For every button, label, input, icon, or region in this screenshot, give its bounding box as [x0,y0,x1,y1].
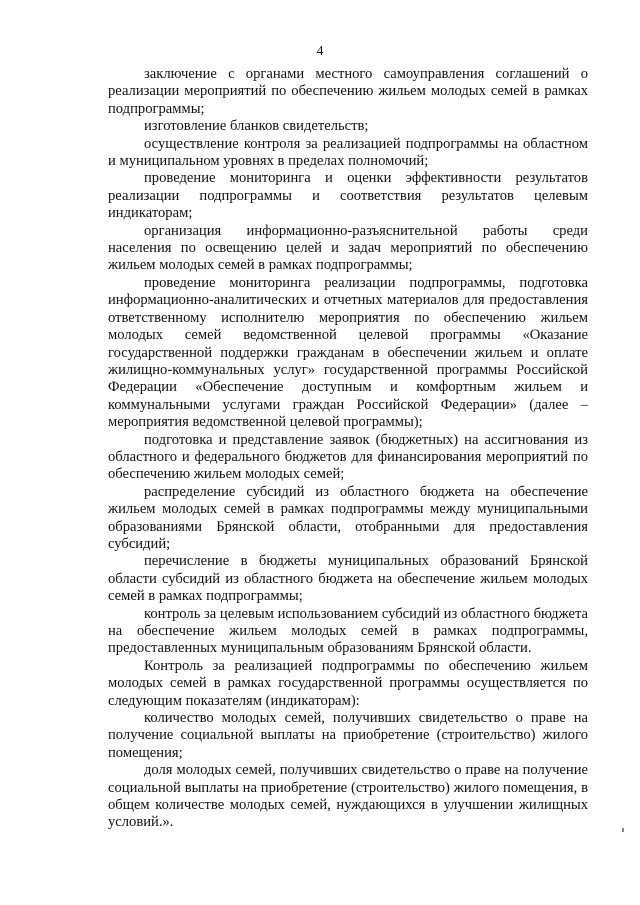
paragraph: заключение с органами местного самоуправления соглашений о реализации мероприятий по обеспечению жильем молодых семей в рамках подпрограммы; [108,66,588,117]
document-body [108,66,588,832]
paragraph: подготовка и представление заявок (бюджетных) на ассигнования из областного и федерального бюджетов для финансирования мероприятий по обеспечению жильем молодых семей; [108,431,588,483]
paragraph: Контроль за реализацией подпрограммы по обеспечению жильем молодых семей в рамках государственной программы осуществляется по следующим показателям (индикаторам): [108,657,588,709]
paragraph: проведение мониторинга реализации подпрограммы, подготовка информационно-аналитических и отчетных материалов для предоставления ответственному исполнителю мероприятия по обеспечению жильем молодых семей ведомственной целевой программы «Оказание государственной поддержки гражданам в обеспечении жильем и оплате жилищно-коммунальных услуг» государственной программы Российской Федерации «Обеспечение доступным и комфортным жильем и коммунальными услугами граждан Российской Федерации» (далее – мероприятия ведомственной целевой программы); [108,274,588,431]
paragraph: контроль за целевым использованием субсидий из областного бюджета на обеспечение жильем молодых семей в рамках подпрограммы, предоставленных муниципальным образованиям Брянской области. [108,605,588,657]
paragraph: организация информационно-разъяснительной работы среди населения по освещению целей и задач мероприятий по обеспечению жильем молодых семей в рамках подпрограммы; [108,222,588,274]
paragraph: распределение субсидий из областного бюджета на обеспечение жильем молодых семей в рамках подпрограммы между муниципальными образованиями Брянской области, отобранными для предоставления субсидий; [108,483,588,552]
page-number: 4 [316,44,324,59]
paragraph: осуществление контроля за реализацией подпрограммы на областном и муниципальном уровнях в пределах полномочий; [108,135,588,170]
paragraph: перечисление в бюджеты муниципальных образований Брянской области субсидий из областного бюджета на обеспечение жильем молодых семей в рамках подпрограммы; [108,553,588,605]
paragraph: проведение мониторинга и оценки эффективности результатов реализации подпрограммы и соответствия результатов целевым индикаторам; [108,170,588,222]
paragraph: количество молодых семей, получивших свидетельство о праве на получение социальной выплаты на приобретение (строительство) жилого помещения; [108,710,588,761]
paragraph: изготовление бланков свидетельств; [144,118,369,135]
paragraph: доля молодых семей, получивших свидетельство о праве на получение социальной выплаты на приобретение (строительство) жилого помещения, в общем количестве молодых семей, нуждающихся в улучшении жилищных условий.». [108,762,588,831]
scan-mark [622,828,624,832]
